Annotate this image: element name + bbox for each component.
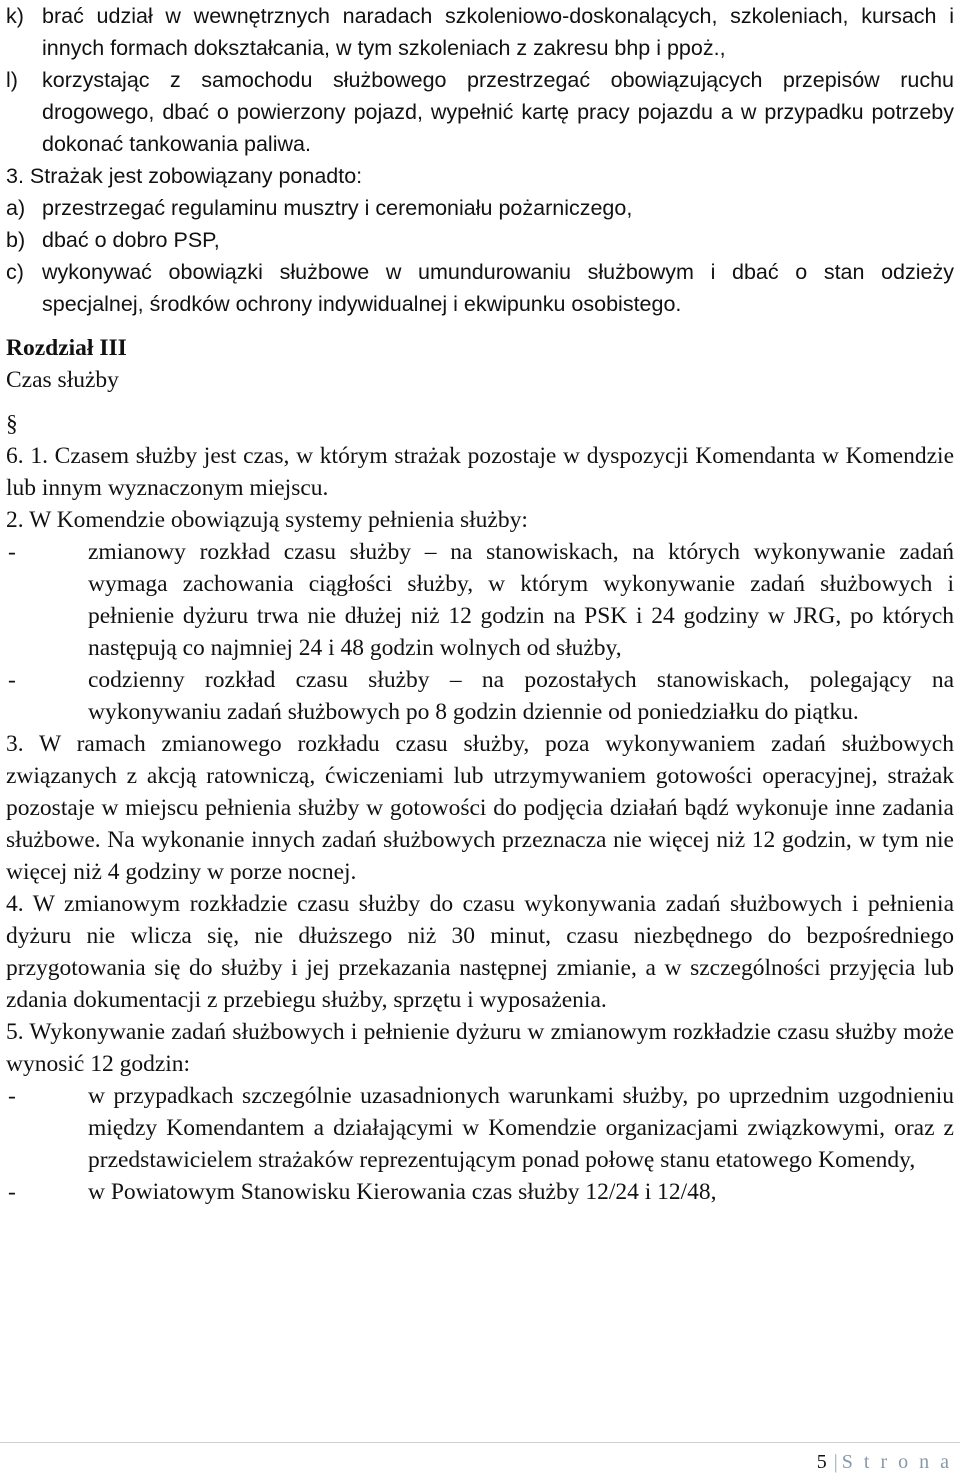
list-item xyxy=(6,192,954,224)
section-6-paragraph-1: 6. 1. Czasem służby jest czas, w którym strażak pozostaje w dyspozycji Komendanta w Komendzie lub innym wyznaczonym miejscu. xyxy=(6,443,954,501)
list-item xyxy=(6,664,954,728)
list-item-text: dbać o dobro PSP, xyxy=(42,228,220,252)
list-item xyxy=(6,224,954,256)
page-label: S t r o n a xyxy=(841,1451,952,1473)
list-item xyxy=(6,1080,954,1176)
list-marker: l) xyxy=(6,68,18,92)
point-3-lead: 3. Strażak jest zobowiązany ponadto: xyxy=(6,164,363,188)
list-marker: a) xyxy=(6,196,26,220)
list-marker: c) xyxy=(6,260,24,284)
section-6-paragraph-3: 3. W ramach zmianowego rozkładu czasu służby, poza wykonywaniem zadań służbowych związanych z akcją ratowniczą, ćwiczeniami lub utrzymywaniem gotowości operacyjnej, strażak pozostaje w miejscu pełnienia służby w gotowości do podjęcia działań bądź wykonuje inne zadania służbowe. Na wykonanie innych zadań służbowych przeznacza nie więcej niż 12 godzin, w tym nie więcej niż 4 godziny w porze nocnej. xyxy=(6,731,954,885)
list-item xyxy=(6,1176,954,1208)
list-item-text: wykonywać obowiązki służbowe w umundurowaniu służbowym i dbać o stan odzieży specjalnej, środków ochrony indywidualnej i ekwipunku osobistego. xyxy=(42,260,954,316)
list-item xyxy=(6,256,954,320)
dash-marker: - xyxy=(8,667,16,693)
list-item-text: codzienny rozkład czasu służby – na pozostałych stanowiskach, polegający na wykonywaniu zadań służbowych po 8 godzin dziennie od poniedziałku do piątku. xyxy=(88,667,954,725)
list-item xyxy=(6,0,954,64)
section-symbol: § xyxy=(6,411,18,437)
chapter-title: Czas służby xyxy=(6,367,119,393)
list-item-text: brać udział w wewnętrznych naradach szkoleniowo-doskonalących, szkoleniach, kursach i innych formach dokształcania, w tym szkoleniach z zakresu bhp i ppoż., xyxy=(42,4,954,60)
list-item-text: w Powiatowym Stanowisku Kierowania czas służby 12/24 i 12/48, xyxy=(88,1179,717,1205)
list-item xyxy=(6,536,954,664)
page-footer xyxy=(817,1450,952,1474)
list-marker: b) xyxy=(6,228,26,252)
document-page xyxy=(6,0,954,1208)
dash-marker: - xyxy=(8,539,16,565)
dash-marker: - xyxy=(8,1179,16,1205)
dash-list xyxy=(6,1080,954,1208)
list-item xyxy=(6,64,954,160)
page-number: 5 xyxy=(816,1451,830,1473)
list-item-text: zmianowy rozkład czasu służby – na stanowiskach, na których wykonywanie zadań wymaga zachowania ciągłości służby, w którym wykonywanie zadań służbowych i pełnienie dyżuru trwa nie dłużej niż 12 godzin na PSK i 24 godziny w JRG, po których następują co najmniej 24 i 48 godzin wolnych od służby, xyxy=(88,539,954,661)
dash-marker: - xyxy=(8,1083,16,1109)
dash-list xyxy=(6,536,954,728)
section-6-paragraph-5-lead: 5. Wykonywanie zadań służbowych i pełnienie dyżuru w zmianowym rozkładzie czasu służby może wynosić 12 godzin: xyxy=(6,1019,954,1077)
list-item-text: przestrzegać regulaminu musztry i ceremoniału pożarniczego, xyxy=(42,196,633,220)
footer-divider xyxy=(0,1442,960,1443)
section-6-paragraph-2-lead: 2. W Komendzie obowiązują systemy pełnienia służby: xyxy=(6,507,528,533)
section-6-paragraph-4: 4. W zmianowym rozkładzie czasu służby do czasu wykonywania zadań służbowych i pełnienia dyżuru nie wlicza się, nie dłuższego niż 30 minut, czasu niezbędnego do bezpośredniego przygotowania się do służby i jej przekazania następnej zmianie, a w szczególności przyjęcia lub zdania dokumentacji z przebiegu służby, sprzętu i wyposażenia. xyxy=(6,891,954,1013)
list-item-text: korzystając z samochodu służbowego przestrzegać obowiązujących przepisów ruchu drogowego, dbać o powierzony pojazd, wypełnić kartę pracy pojazdu a w przypadku potrzeby dokonać tankowania paliwa. xyxy=(42,68,954,156)
chapter-number: Rozdział III xyxy=(6,335,127,361)
list-marker: k) xyxy=(6,4,24,28)
footer-separator: | xyxy=(833,1451,838,1473)
list-item-text: w przypadkach szczególnie uzasadnionych warunkami służby, po uprzednim uzgodnieniu między Komendantem a działającymi w Komendzie organizacjami związkowymi, oraz z przedstawicielem strażaków reprezentującym ponad połowę stanu etatowego Komendy, xyxy=(88,1083,954,1173)
